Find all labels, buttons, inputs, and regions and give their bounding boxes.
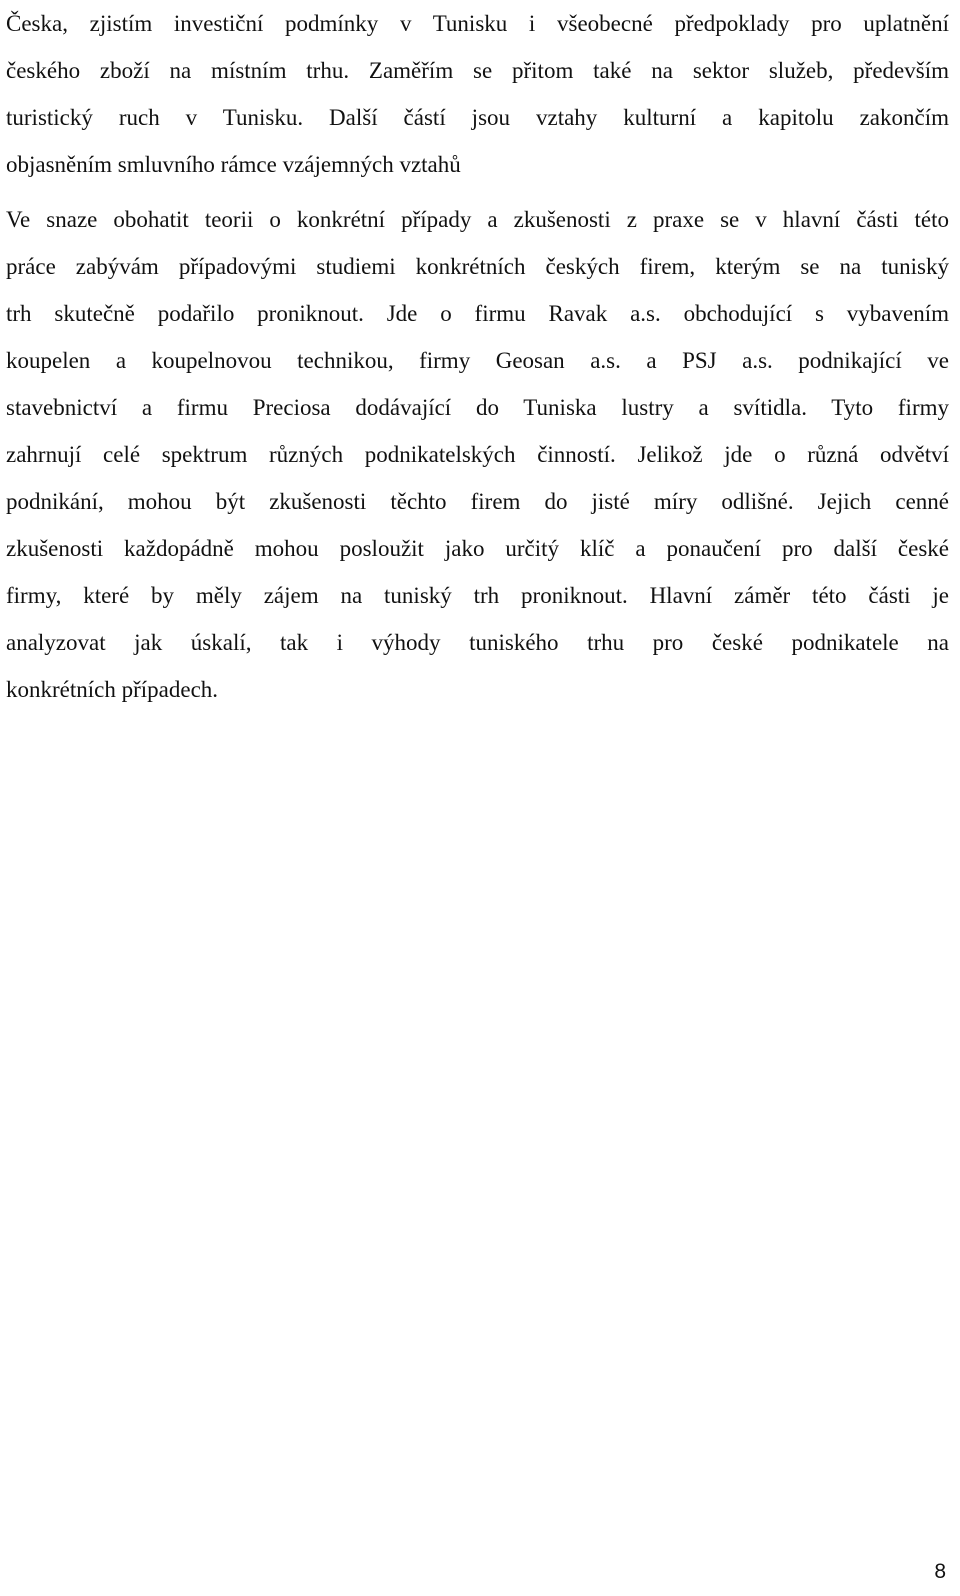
text-line: konkrétních případech. [6,677,219,702]
text-line: firmy, které by měly zájem na tuniský trh proniknout. Hlavní záměr této části je [6,583,949,608]
text-line: českého zboží na místním trhu. Zaměřím se přitom také na sektor služeb, především [6,58,949,83]
text-line: stavebnictví a firmu Preciosa dodávající do Tuniska lustry a svítidla. Tyto firmy [6,395,949,420]
page-number: 8 [934,1560,946,1583]
paragraph-1 [6,0,949,188]
text-line: analyzovat jak úskalí, tak i výhody tuniského trhu pro české podnikatele na [6,630,949,655]
text-line: podnikání, mohou být zkušenosti těchto firem do jisté míry odlišné. Jejich cenné [6,489,949,514]
text-line: trh skutečně podařilo proniknout. Jde o firmu Ravak a.s. obchodující s vybavením [6,301,949,326]
text-line: Ve snaze obohatit teorii o konkrétní případy a zkušenosti z praxe se v hlavní části této [6,207,949,232]
text-line: koupelen a koupelnovou technikou, firmy Geosan a.s. a PSJ a.s. podnikající ve [6,348,949,373]
paragraph-2 [6,196,949,713]
text-line: zahrnují celé spektrum různých podnikatelských činností. Jelikož jde o různá odvětví [6,442,949,467]
text-line: práce zabývám případovými studiemi konkrétních českých firem, kterým se na tuniský [6,254,949,279]
text-line: zkušenosti každopádně mohou posloužit jako určitý klíč a ponaučení pro další české [6,536,949,561]
text-line: objasněním smluvního rámce vzájemných vztahů [6,152,461,177]
text-line: Česka, zjistím investiční podmínky v Tunisku i všeobecné předpoklady pro uplatnění [6,11,949,36]
text-line: turistický ruch v Tunisku. Další částí jsou vztahy kulturní a kapitolu zakončím [6,105,949,130]
